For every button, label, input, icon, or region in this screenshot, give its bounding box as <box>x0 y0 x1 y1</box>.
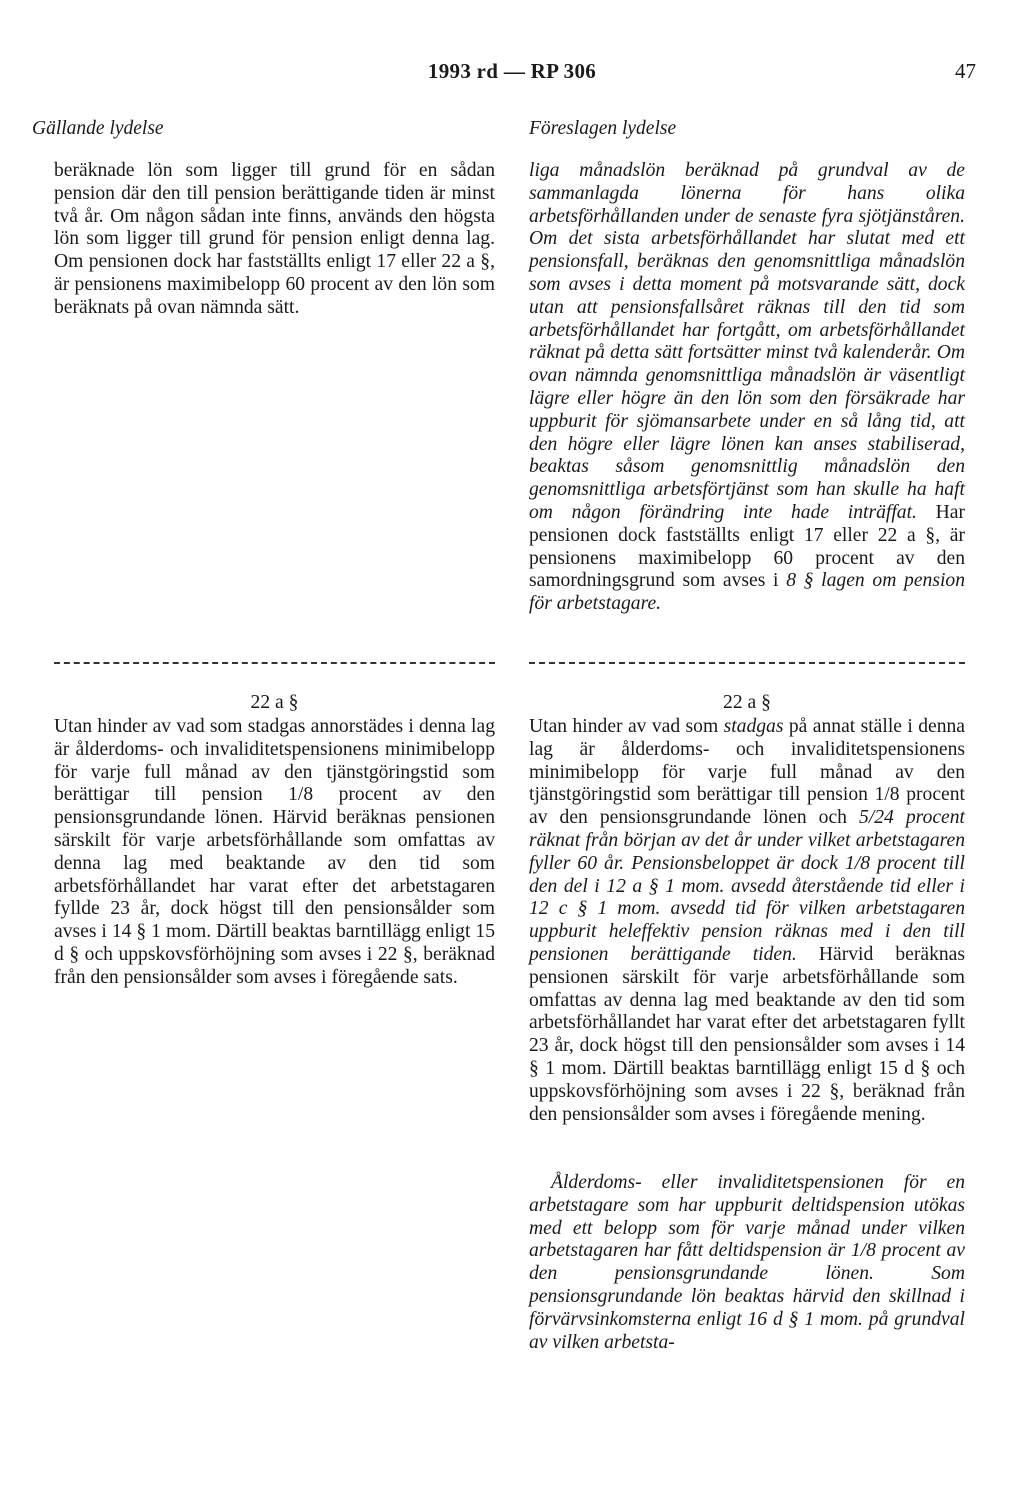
right-dashed-separator <box>529 662 965 664</box>
page-number: 47 <box>955 59 976 83</box>
right-paragraph-1-regular: Har pensionen dock fastställts enligt 17 eller 22 a §, är pensionens maximibelopp 60 procent av den samordningsgrund som avses i <box>529 501 965 592</box>
right-paragraph-1 <box>529 160 965 616</box>
right-paragraph-2-part-c: på annat ställe i denna lag är ålderdoms- och invaliditetspensionens minimibelopp för varje full månad av den tjänstgöringstid som berättigar till pension 1/8 procent av den pensionsgrundande lönen och <box>529 716 965 829</box>
right-paragraph-2-part-d: 5/24 procent räknat från början av det år under vilket arbetstagaren fyller 60 år. Pensionsbeloppet är dock 1/8 procent till den del i 12 a § 1 mom. avsedd återstående tid eller i 12 c § 1 mom. avsedd tid för vilken arbetstagaren uppburit heleffektiv pension räknas med i den till pensionen berättigande tiden. <box>529 807 965 965</box>
right-section-heading: 22 a § <box>723 692 771 713</box>
right-paragraph-2-part-e: Härvid beräknas pensionen särskilt för varje arbetsförhållande som omfattas av denna lag med beaktande av den tid som arbetsförhållandet har varat efter det arbetstagaren fyllt 23 år, dock högst till den pensionsålder som avses i 14 § 1 mom. Därtill beaktas barntillägg enligt 15 d § och uppskovsförhöjning som avses i 22 §, beräknad från den pensionsålder som avses i föregående mening. <box>529 943 966 1125</box>
left-dashed-separator <box>54 662 495 664</box>
left-section-heading: 22 a § <box>250 692 299 713</box>
right-column-heading: Föreslagen lydelse <box>529 118 677 139</box>
right-paragraph-2 <box>529 716 965 1126</box>
left-column-heading: Gällande lydelse <box>32 118 164 139</box>
right-paragraph-2-part-b: stadgas <box>723 716 784 737</box>
right-paragraph-2-part-a: Utan hinder av vad som <box>529 716 724 737</box>
right-paragraph-1-tail: 8 § lagen om pension för arbetstagare. <box>529 570 965 615</box>
header-title: 1993 rd — RP 306 <box>427 59 597 83</box>
left-paragraph-2: Utan hinder av vad som stadgas annorstädes i denna lag är ålderdoms- och invaliditetspensionens minimibelopp för varje full månad av den tjänstgöringstid som berättigar till pension 1/8 procent av den pensionsgrundande lönen. Härvid beräknas pensionen särskilt för varje arbetsförhållande som omfattas av denna lag med beaktande av den tid som arbetsförhållandet har varat efter det arbetstagaren fyllde 23 år, dock högst till den pensionsålder som avses i 14 § 1 mom. Därtill beaktas barntillägg enligt 15 d § och uppskovsförhöjning som avses i 22 §, beräknad från den pensionsålder som avses i föregående sats. <box>54 716 495 988</box>
left-paragraph-1: beräknade lön som ligger till grund för en sådan pension där den till pension berättigande tiden är minst två år. Om någon sådan inte finns, används den högsta lön som ligger till grund för pension enligt denna lag. Om pensionen dock har fastställts enligt 17 eller 22 a §, är pensionens maximibelopp 60 procent av den lön som beräknats på ovan nämnda sätt. <box>54 160 495 318</box>
right-paragraph-1-italic: liga månadslön beräknad på grundval av de sammanlagda lönerna för hans olika arbetsförhållanden under de senaste fyra sjötjänståren. Om det sista arbetsförhållandet har slutat med ett pensionsfall, beräknas den genomsnittliga månadslön som avses i detta moment på motsvarande sätt, dock utan att pensionsfallsåret räknas till den tid som arbetsförhållandet har fortgått, om arbetsförhållandet räknat på detta sätt fortsätter minst två kalenderår. Om ovan nämnda genomsnittliga månadslön är väsentligt lägre eller högre än den lön som den försäkrade har uppburit för sjömansarbete under en så lång tid, att den högre eller lägre lönen kan anses stabiliserad, beaktas såsom genomsnittlig månadslön den genomsnittliga arbetsförtjänst som han skulle ha haft om någon förändring inte hade inträffat. <box>529 160 965 523</box>
right-paragraph-3: Ålderdoms- eller invaliditetspensionen för en arbetstagare som har uppburit deltidspension utökas med ett belopp som för varje månad under vilken arbetstagaren har fått deltidspension är 1/8 procent av den pensionsgrundande lönen. Som pensionsgrundande lön beaktas härvid den skillnad i förvärvsinkomsterna enligt 16 d § 1 mom. på grundval av vilken arbetsta- <box>529 1172 965 1353</box>
